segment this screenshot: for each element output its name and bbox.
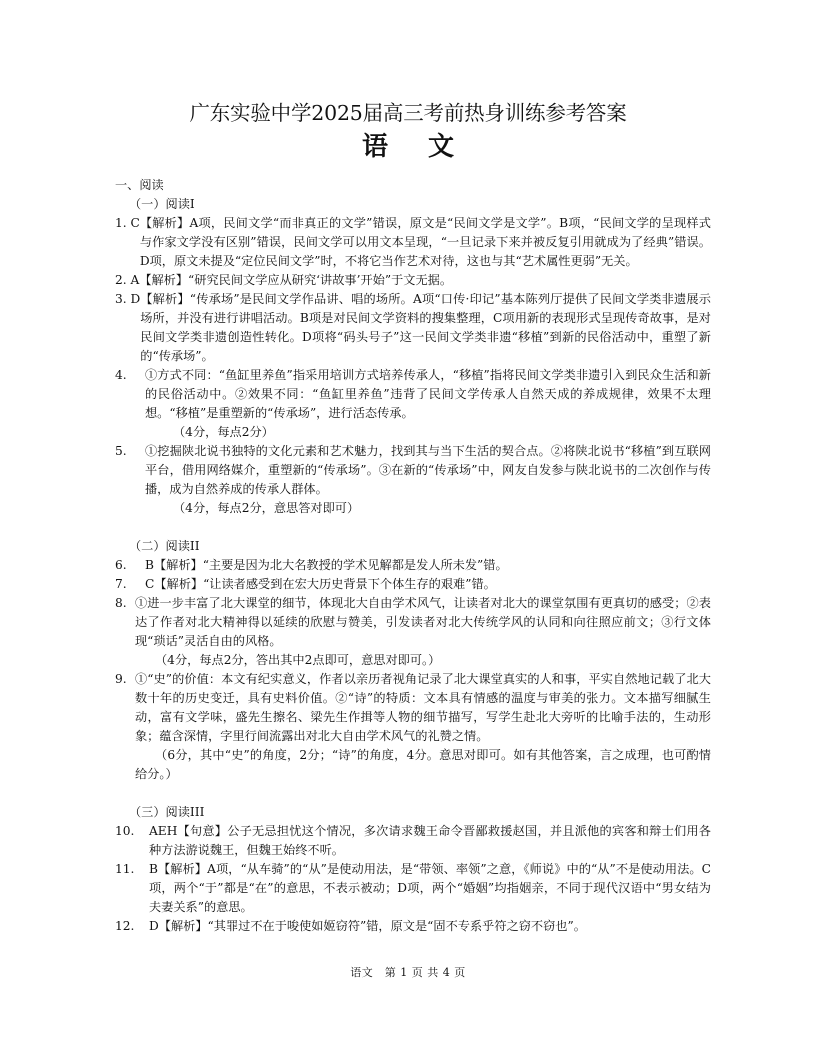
answer-number: 3. D — [115, 292, 141, 306]
section-heading-reading-3: （三）阅读III — [129, 805, 205, 819]
answer-text: ①挖掘陕北说书独特的文化元素和艺术魅力，找到其与当下生活的契合点。②将陕北说书“移植”到互联网平台，借用网络媒介，重塑新的“传承场”。③在新的“传承场”中，网友自发参与陕北说书的二次创作与传播，成为自然养成的传承人群体。 — [145, 444, 711, 496]
answer-text: ①进一步丰富了北大课堂的细节，体现北大自由学术风气，让读者对北大的课堂氛围有更真切的感受；②表达了作者对北大精神得以延续的欣慰与赞美，引发读者对北大传统学风的认同和向往照应前文；③行文体现“琐话”灵活自由的风格。 — [135, 596, 711, 648]
answer-item-1 — [115, 214, 711, 271]
answer-item-2 — [115, 271, 711, 290]
answer-text: B【解析】“主要是因为北大名教授的学术见解都是发人所未发”错。 — [145, 558, 508, 572]
answer-item-11 — [115, 860, 711, 917]
answer-item-8 — [115, 594, 711, 651]
answer-number: 1. C — [115, 216, 140, 230]
answer-number: 5. — [115, 444, 127, 458]
answer-text: ①方式不同：“鱼缸里养鱼”指采用培训方式培养传承人，“移植”指将民间文学类非遗引入到民众生活和新的民俗活动中。②效果不同：“鱼缸里养鱼”违背了民间文学传承人自然天成的养成规律，效果不太理想。“移植”是重塑新的“传承场”，进行活态传承。 — [145, 368, 711, 420]
answer-text: B【解析】A项，“从车骑”的“从”是使动用法，是“带领、率领”之意，《师说》中的“从”不是使动用法。C项，两个“于”都是“在”的意思，不表示被动；D项，两个“婚姻”均指姻亲，不同于现代汉语中“男女结为夫妻关系”的意思。 — [149, 862, 711, 914]
answer-item-6 — [115, 556, 711, 575]
answer-number: 6. — [115, 558, 127, 572]
answer-item-5 — [115, 442, 711, 499]
page-footer: 语文 第 1 页 共 4 页 — [350, 966, 466, 979]
answer-number: 9. — [115, 672, 127, 686]
scoring-note: （4分，每点2分，意思答对即可） — [173, 501, 360, 515]
scoring-note: （4分，每点2分，答出其中2点即可，意思对即可。） — [155, 653, 441, 667]
scoring-note-9 — [115, 746, 711, 784]
answer-content — [115, 176, 711, 936]
answer-number: 2. A — [115, 273, 140, 287]
scoring-note: （4分，每点2分） — [173, 425, 274, 439]
spacer — [115, 518, 711, 537]
answer-text: AEH【句意】公子无忌担忧这个情况，多次请求魏王命令晋鄙救援赵国，并且派他的宾客和辩士们用各种方法游说魏王，但魏王始终不听。 — [149, 824, 711, 857]
answer-number: 8. — [115, 596, 127, 610]
answer-number: 4. — [115, 368, 127, 382]
spacer — [115, 784, 711, 803]
answer-item-12 — [115, 917, 711, 936]
section-heading-reading: 一、阅读 — [115, 178, 164, 192]
answer-number: 12. — [115, 919, 135, 933]
answer-text: 【解析】“研究民间文学应从研究‘讲故事’开始”于文无据。 — [139, 273, 453, 287]
answer-text: 【解析】“传承场”是民间文学作品讲、唱的场所。A项“口传·印记”基本陈列厅提供了民间文学类非遗展示场所，并没有进行讲唱活动。B项是对民间文学资料的搜集整理，C项用新的表现形式呈现传奇故事，是对民间文学类非遗创造性转化。D项将“码头号子”这一民间文学类非遗“移植”到新的民俗活动中，重塑了新的“传承场”。 — [140, 292, 711, 363]
answer-text: D【解析】“其罪过不在于唆使如姬窃符”错，原文是“固不专系乎符之窃不窃也”。 — [149, 919, 586, 933]
answer-number: 11. — [115, 862, 135, 876]
answer-number: 10. — [115, 824, 135, 838]
answer-item-7 — [115, 575, 711, 594]
document-title: 广东实验中学2025届高三考前热身训练参考答案 — [189, 101, 627, 125]
answer-item-4 — [115, 366, 711, 423]
answer-number: 7. — [115, 577, 127, 591]
answer-item-9 — [115, 670, 711, 746]
section-heading-reading-1: （一）阅读I — [129, 197, 195, 211]
answer-text: C【解析】“让读者感受到在宏大历史背景下个体生存的艰难”错。 — [145, 577, 496, 591]
section-heading-reading-2: （二）阅读II — [129, 539, 200, 553]
answer-text: ①“史”的价值：本文有纪实意义，作者以亲历者视角记录了北大课堂真实的人和事，平实自然地记载了北大数十年的历史变迁，具有史料价值。②“诗”的特质：文本具有情感的温度与审美的张力。文本描写细腻生动，富有文学味，盛先生擦名、梁先生作揖等人物的细节描写，写学生赴北大旁听的比喻手法的，生动形象；蕴含深情，字里行间流露出对北大自由学术风气的礼赞之情。 — [135, 672, 711, 743]
answer-text: 【解析】A项，民间文学“而非真正的文学”错误，原文是“民间文学是文学”。B项，“民间文学的呈现样式与作家文学没有区别”错误，民间文学可以用文本呈现，“一旦记录下来并被反复引用就成为了经典”错误。D项，原文未提及“定位民间文学”时，不将它当作艺术对待，这也与其“艺术属性更弱”无关。 — [139, 216, 711, 268]
scoring-note: （6分，其中“史”的角度，2分；“诗”的角度，4分。意思对即可。如有其他答案，言之成理，也可酌情给分。） — [135, 748, 711, 781]
answer-item-3 — [115, 290, 711, 366]
answer-item-10 — [115, 822, 711, 860]
subject-title: 语文 — [361, 132, 494, 162]
